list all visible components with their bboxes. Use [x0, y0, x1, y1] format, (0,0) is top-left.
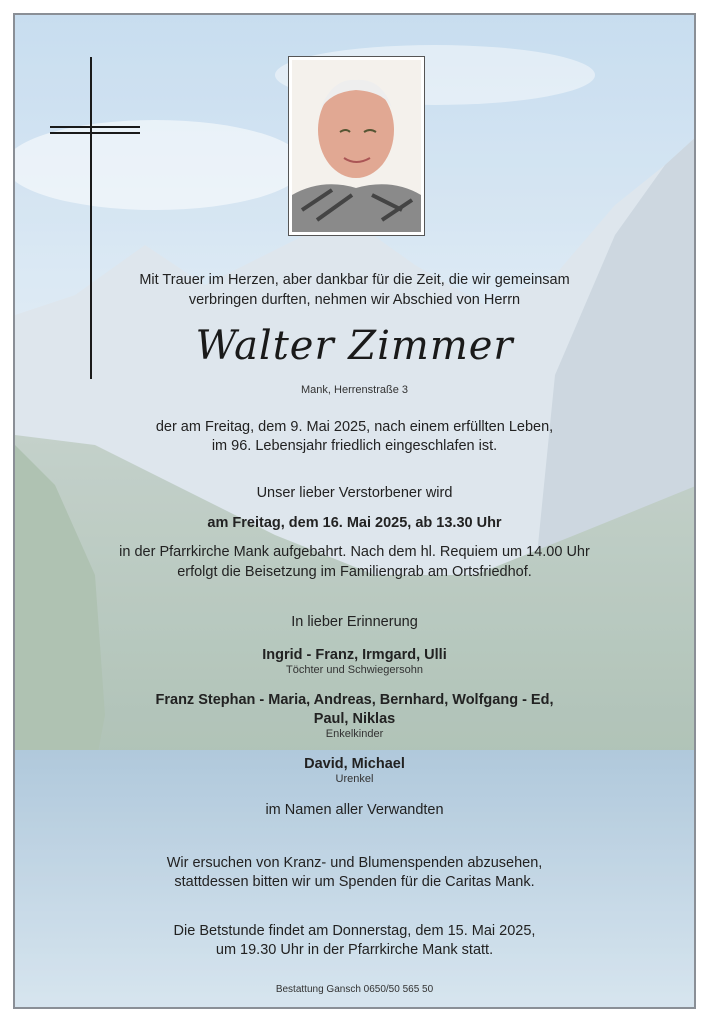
deceased-name: Walter Zimmer — [195, 323, 514, 369]
memory-heading: In lieber Erinnerung — [291, 614, 418, 630]
family-relation: Urenkel — [335, 773, 374, 785]
intro-line: Mit Trauer im Herzen, aber dankbar für die Zeit, die wir gemeinsam — [139, 272, 570, 288]
relatives-line: im Namen aller Verwandten — [265, 802, 444, 818]
cross-bar-icon — [50, 132, 140, 134]
prayer-line: Die Betstunde findet am Donnerstag, dem 15. Mai 2025, — [173, 923, 536, 939]
lying-date: am Freitag, dem 16. Mai 2025, ab 13.30 Uhr — [207, 515, 502, 531]
lying-intro: Unser lieber Verstorbener wird — [256, 485, 453, 501]
notice-frame — [13, 13, 696, 1009]
death-line: der am Freitag, dem 9. Mai 2025, nach einem erfüllten Leben, — [155, 419, 554, 435]
family-relation: Enkelkinder — [325, 728, 384, 740]
cross-bar-icon — [50, 126, 140, 128]
donation-line: Wir ersuchen von Kranz- und Blumenspenden abzusehen, — [166, 855, 543, 871]
intro-line: verbringen durften, nehmen wir Abschied von Herrn — [188, 292, 521, 308]
lying-place-line: erfolgt die Beisetzung im Familiengrab am Ortsfriedhof. — [177, 564, 532, 580]
family-names: Franz Stephan - Maria, Andreas, Bernhard, Wolfgang - Ed, — [155, 692, 554, 708]
funeral-home-footer: Bestattung Gansch 0650/50 565 50 — [275, 984, 434, 995]
lying-place-line: in der Pfarrkirche Mank aufgebahrt. Nach dem hl. Requiem um 14.00 Uhr — [119, 544, 590, 560]
prayer-line: um 19.30 Uhr in der Pfarrkirche Mank statt. — [215, 942, 494, 958]
death-line: im 96. Lebensjahr friedlich eingeschlafen ist. — [211, 438, 498, 454]
family-relation: Töchter und Schwiegersohn — [286, 664, 423, 676]
family-names: Ingrid - Franz, Irmgard, Ulli — [262, 647, 447, 663]
family-names: David, Michael — [304, 756, 405, 772]
portrait-photo — [288, 56, 425, 236]
family-names: Paul, Niklas — [313, 711, 396, 727]
address: Mank, Herrenstraße 3 — [301, 384, 408, 396]
donation-line: stattdessen bitten wir um Spenden für die Caritas Mank. — [174, 874, 535, 890]
notice-content — [15, 15, 694, 1007]
